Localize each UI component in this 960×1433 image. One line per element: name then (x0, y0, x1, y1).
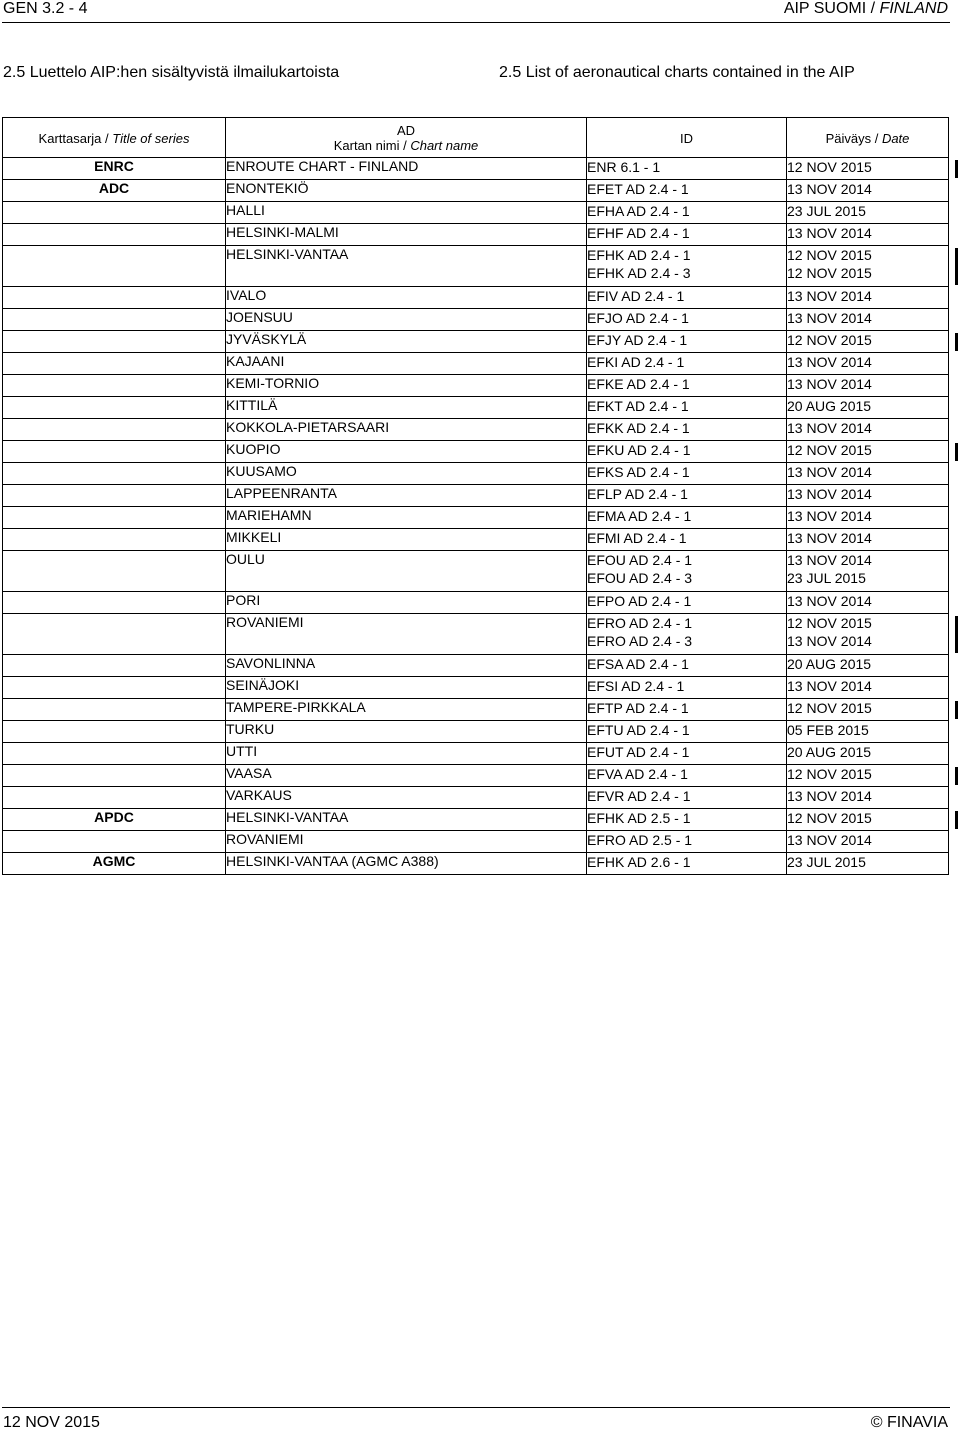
id-line: EFKI AD 2.4 - 1 (587, 354, 685, 370)
change-bar (955, 616, 958, 653)
cell-id (587, 375, 787, 397)
date-line: 13 NOV 2014 (787, 225, 872, 241)
footer-publisher: © FINAVIA (870, 1414, 948, 1431)
date-line: 13 NOV 2014 (787, 354, 872, 370)
cell-series (3, 529, 226, 551)
header-rule (2, 22, 950, 23)
id-line: EFJY AD 2.4 - 1 (587, 332, 688, 348)
table-row (3, 677, 949, 699)
cell-id (587, 655, 787, 677)
date-line: 20 AUG 2015 (787, 398, 872, 414)
cell-date (787, 224, 949, 246)
id-line: EFKS AD 2.4 - 1 (587, 464, 690, 480)
cell-chart-name: KEMI-TORNIO (226, 375, 587, 397)
cell-id (587, 397, 787, 419)
id-line: EFHK AD 2.4 - 1 (587, 247, 691, 263)
cell-series (3, 787, 226, 809)
cell-id (587, 853, 787, 875)
cell-series (3, 485, 226, 507)
table-row (3, 529, 949, 551)
id-line: EFHK AD 2.4 - 3 (587, 265, 691, 281)
cell-series (3, 743, 226, 765)
id-line: ENR 6.1 - 1 (587, 159, 661, 175)
footer-rule (2, 1407, 950, 1408)
cell-chart-name: HELSINKI-VANTAA (226, 809, 587, 831)
date-line: 13 NOV 2014 (787, 420, 872, 436)
cell-date (787, 202, 949, 224)
table-row (3, 765, 949, 787)
cell-date (787, 614, 949, 655)
cell-date (787, 463, 949, 485)
table-row (3, 614, 949, 655)
charts-table (2, 117, 949, 875)
id-line: EFSI AD 2.4 - 1 (587, 678, 685, 694)
cell-id (587, 485, 787, 507)
cell-id (587, 224, 787, 246)
id-line: EFHF AD 2.4 - 1 (587, 225, 690, 241)
cell-series (3, 765, 226, 787)
cell-chart-name: VAASA (226, 765, 587, 787)
cell-id (587, 614, 787, 655)
date-line: 13 NOV 2014 (787, 633, 872, 649)
date-line: 13 NOV 2014 (787, 310, 872, 326)
cell-series (3, 331, 226, 353)
footer-date: 12 NOV 2015 (3, 1414, 100, 1431)
cell-chart-name: ROVANIEMI (226, 831, 587, 853)
cell-series (3, 246, 226, 287)
cell-series (3, 551, 226, 592)
date-line: 13 NOV 2014 (787, 181, 872, 197)
cell-date (787, 331, 949, 353)
cell-id (587, 246, 787, 287)
cell-date (787, 309, 949, 331)
table-row (3, 699, 949, 721)
change-bar (955, 160, 958, 178)
table-row (3, 397, 949, 419)
table-row (3, 592, 949, 614)
cell-date (787, 655, 949, 677)
id-line: EFHK AD 2.6 - 1 (587, 854, 691, 870)
cell-date (787, 485, 949, 507)
date-line: 12 NOV 2015 (787, 615, 872, 631)
id-line: EFIV AD 2.4 - 1 (587, 288, 685, 304)
cell-date (787, 375, 949, 397)
cell-id (587, 507, 787, 529)
cell-series (3, 375, 226, 397)
id-line: EFVA AD 2.4 - 1 (587, 766, 688, 782)
cell-series (3, 309, 226, 331)
cell-chart-name: UTTI (226, 743, 587, 765)
id-line: EFKU AD 2.4 - 1 (587, 442, 691, 458)
cell-series (3, 655, 226, 677)
date-line: 12 NOV 2015 (787, 810, 872, 826)
cell-id (587, 699, 787, 721)
publication-name: AIP SUOMI / (783, 0, 880, 17)
id-line: EFMA AD 2.4 - 1 (587, 508, 692, 524)
date-line: 13 NOV 2014 (787, 288, 872, 304)
cell-date (787, 787, 949, 809)
cell-id (587, 202, 787, 224)
cell-id (587, 743, 787, 765)
id-line: EFRO AD 2.4 - 1 (587, 615, 693, 631)
id-line: EFHK AD 2.5 - 1 (587, 810, 691, 826)
cell-chart-name: JOENSUU (226, 309, 587, 331)
cell-chart-name: KUOPIO (226, 441, 587, 463)
cell-series: AGMC (3, 853, 226, 875)
cell-chart-name: OULU (226, 551, 587, 592)
cell-date (787, 831, 949, 853)
cell-date (787, 853, 949, 875)
date-line: 13 NOV 2014 (787, 788, 872, 804)
table-row (3, 202, 949, 224)
cell-date (787, 809, 949, 831)
cell-chart-name: TURKU (226, 721, 587, 743)
table-row (3, 419, 949, 441)
cell-date (787, 507, 949, 529)
id-line: EFPO AD 2.4 - 1 (587, 593, 692, 609)
date-line: 13 NOV 2014 (787, 530, 872, 546)
cell-id (587, 809, 787, 831)
id-line: EFTU AD 2.4 - 1 (587, 722, 690, 738)
cell-date (787, 419, 949, 441)
cell-date (787, 158, 949, 180)
date-line: 05 FEB 2015 (787, 722, 869, 738)
cell-chart-name: HALLI (226, 202, 587, 224)
cell-series (3, 397, 226, 419)
header-series: Karttasarja / Title of series (3, 118, 226, 158)
cell-series (3, 202, 226, 224)
date-line: 20 AUG 2015 (787, 744, 872, 760)
cell-chart-name: MARIEHAMN (226, 507, 587, 529)
cell-series (3, 353, 226, 375)
cell-series: ENRC (3, 158, 226, 180)
id-line: EFVR AD 2.4 - 1 (587, 788, 691, 804)
date-line: 13 NOV 2014 (787, 593, 872, 609)
date-line: 12 NOV 2015 (787, 247, 872, 263)
cell-chart-name: KUUSAMO (226, 463, 587, 485)
id-line: EFHA AD 2.4 - 1 (587, 203, 690, 219)
date-line: 13 NOV 2014 (787, 832, 872, 848)
cell-chart-name: PORI (226, 592, 587, 614)
cell-series (3, 592, 226, 614)
cell-id (587, 309, 787, 331)
cell-chart-name: ROVANIEMI (226, 614, 587, 655)
cell-series (3, 507, 226, 529)
cell-chart-name: KAJAANI (226, 353, 587, 375)
cell-chart-name: SEINÄJOKI (226, 677, 587, 699)
id-line: EFOU AD 2.4 - 3 (587, 570, 693, 586)
header-date: Päiväys / Date (787, 118, 949, 158)
cell-chart-name: SAVONLINNA (226, 655, 587, 677)
change-bar (955, 248, 958, 285)
change-bar (955, 811, 958, 829)
date-line: 13 NOV 2014 (787, 486, 872, 502)
cell-chart-name: KOKKOLA-PIETARSAARI (226, 419, 587, 441)
cell-chart-name: ENROUTE CHART - FINLAND (226, 158, 587, 180)
cell-chart-name: VARKAUS (226, 787, 587, 809)
cell-id (587, 441, 787, 463)
table-row (3, 485, 949, 507)
cell-series: ADC (3, 180, 226, 202)
cell-date (787, 353, 949, 375)
date-line: 13 NOV 2014 (787, 376, 872, 392)
table-row (3, 353, 949, 375)
cell-id (587, 529, 787, 551)
cell-date (787, 529, 949, 551)
cell-chart-name: HELSINKI-VANTAA (AGMC A388) (226, 853, 587, 875)
cell-id (587, 463, 787, 485)
table-row (3, 853, 949, 875)
change-bar (955, 443, 958, 461)
table-row (3, 721, 949, 743)
page-id: GEN 3.2 - 4 (3, 0, 88, 17)
table-row (3, 809, 949, 831)
table-row (3, 375, 949, 397)
date-line: 23 JUL 2015 (787, 854, 866, 870)
date-line: 13 NOV 2014 (787, 508, 872, 524)
cell-series (3, 287, 226, 309)
id-line: EFTP AD 2.4 - 1 (587, 700, 689, 716)
table-row (3, 507, 949, 529)
cell-date (787, 246, 949, 287)
cell-series (3, 831, 226, 853)
id-line: EFET AD 2.4 - 1 (587, 181, 689, 197)
date-line: 12 NOV 2015 (787, 442, 872, 458)
table-row (3, 655, 949, 677)
table-row (3, 158, 949, 180)
cell-id (587, 331, 787, 353)
cell-date (787, 287, 949, 309)
date-line: 12 NOV 2015 (787, 265, 872, 281)
date-line: 12 NOV 2015 (787, 159, 872, 175)
id-line: EFRO AD 2.4 - 3 (587, 633, 693, 649)
cell-date (787, 397, 949, 419)
date-line: 13 NOV 2014 (787, 678, 872, 694)
cell-series (3, 677, 226, 699)
table-row (3, 831, 949, 853)
cell-series (3, 614, 226, 655)
id-line: EFSA AD 2.4 - 1 (587, 656, 689, 672)
cell-date (787, 677, 949, 699)
table-row (3, 441, 949, 463)
cell-series (3, 463, 226, 485)
date-line: 20 AUG 2015 (787, 656, 872, 672)
id-line: EFOU AD 2.4 - 1 (587, 552, 693, 568)
cell-id (587, 831, 787, 853)
table-header-row (3, 118, 949, 158)
cell-chart-name: JYVÄSKYLÄ (226, 331, 587, 353)
date-line: 23 JUL 2015 (787, 203, 866, 219)
table-row (3, 331, 949, 353)
cell-chart-name: ENONTEKIÖ (226, 180, 587, 202)
cell-date (787, 743, 949, 765)
cell-date (787, 180, 949, 202)
date-line: 13 NOV 2014 (787, 552, 872, 568)
cell-id (587, 765, 787, 787)
cell-series (3, 224, 226, 246)
cell-chart-name: MIKKELI (226, 529, 587, 551)
table-row (3, 287, 949, 309)
cell-chart-name: IVALO (226, 287, 587, 309)
cell-date (787, 592, 949, 614)
change-bar (955, 333, 958, 351)
cell-id (587, 551, 787, 592)
table-row (3, 309, 949, 331)
cell-id (587, 158, 787, 180)
table-row (3, 463, 949, 485)
cell-id (587, 677, 787, 699)
date-line: 12 NOV 2015 (787, 332, 872, 348)
cell-date (787, 765, 949, 787)
cell-date (787, 551, 949, 592)
table-row (3, 224, 949, 246)
table-row (3, 246, 949, 287)
section-title-fi: 2.5 Luettelo AIP:hen sisältyvistä ilmailukartoista (3, 64, 340, 81)
cell-id (587, 787, 787, 809)
table-row (3, 743, 949, 765)
cell-series: APDC (3, 809, 226, 831)
cell-id (587, 287, 787, 309)
id-line: EFJO AD 2.4 - 1 (587, 310, 689, 326)
date-line: 12 NOV 2015 (787, 766, 872, 782)
cell-series (3, 419, 226, 441)
publication-title (784, 0, 948, 18)
publication-country: FINLAND (879, 0, 948, 17)
cell-chart-name: HELSINKI-VANTAA (226, 246, 587, 287)
id-line: EFKE AD 2.4 - 1 (587, 376, 690, 392)
cell-series (3, 699, 226, 721)
cell-chart-name: KITTILÄ (226, 397, 587, 419)
id-line: EFKT AD 2.4 - 1 (587, 398, 689, 414)
cell-series (3, 441, 226, 463)
table-row (3, 180, 949, 202)
id-line: EFRO AD 2.5 - 1 (587, 832, 693, 848)
cell-id (587, 721, 787, 743)
id-line: EFUT AD 2.4 - 1 (587, 744, 690, 760)
section-title-en: 2.5 List of aeronautical charts contained in the AIP (499, 64, 855, 81)
cell-chart-name: TAMPERE-PIRKKALA (226, 699, 587, 721)
table-body (3, 158, 949, 875)
cell-date (787, 721, 949, 743)
change-bar (955, 701, 958, 719)
date-line: 13 NOV 2014 (787, 464, 872, 480)
cell-series (3, 721, 226, 743)
table-row (3, 787, 949, 809)
header-chart-name: AD Kartan nimi / Chart name (226, 118, 587, 158)
cell-date (787, 441, 949, 463)
header-id: ID (587, 118, 787, 158)
date-line: 12 NOV 2015 (787, 700, 872, 716)
cell-id (587, 419, 787, 441)
table-row (3, 551, 949, 592)
id-line: EFMI AD 2.4 - 1 (587, 530, 687, 546)
cell-id (587, 353, 787, 375)
id-line: EFKK AD 2.4 - 1 (587, 420, 690, 436)
cell-id (587, 180, 787, 202)
cell-chart-name: LAPPEENRANTA (226, 485, 587, 507)
cell-id (587, 592, 787, 614)
change-bar (955, 767, 958, 785)
cell-date (787, 699, 949, 721)
id-line: EFLP AD 2.4 - 1 (587, 486, 688, 502)
cell-chart-name: HELSINKI-MALMI (226, 224, 587, 246)
date-line: 23 JUL 2015 (787, 570, 866, 586)
